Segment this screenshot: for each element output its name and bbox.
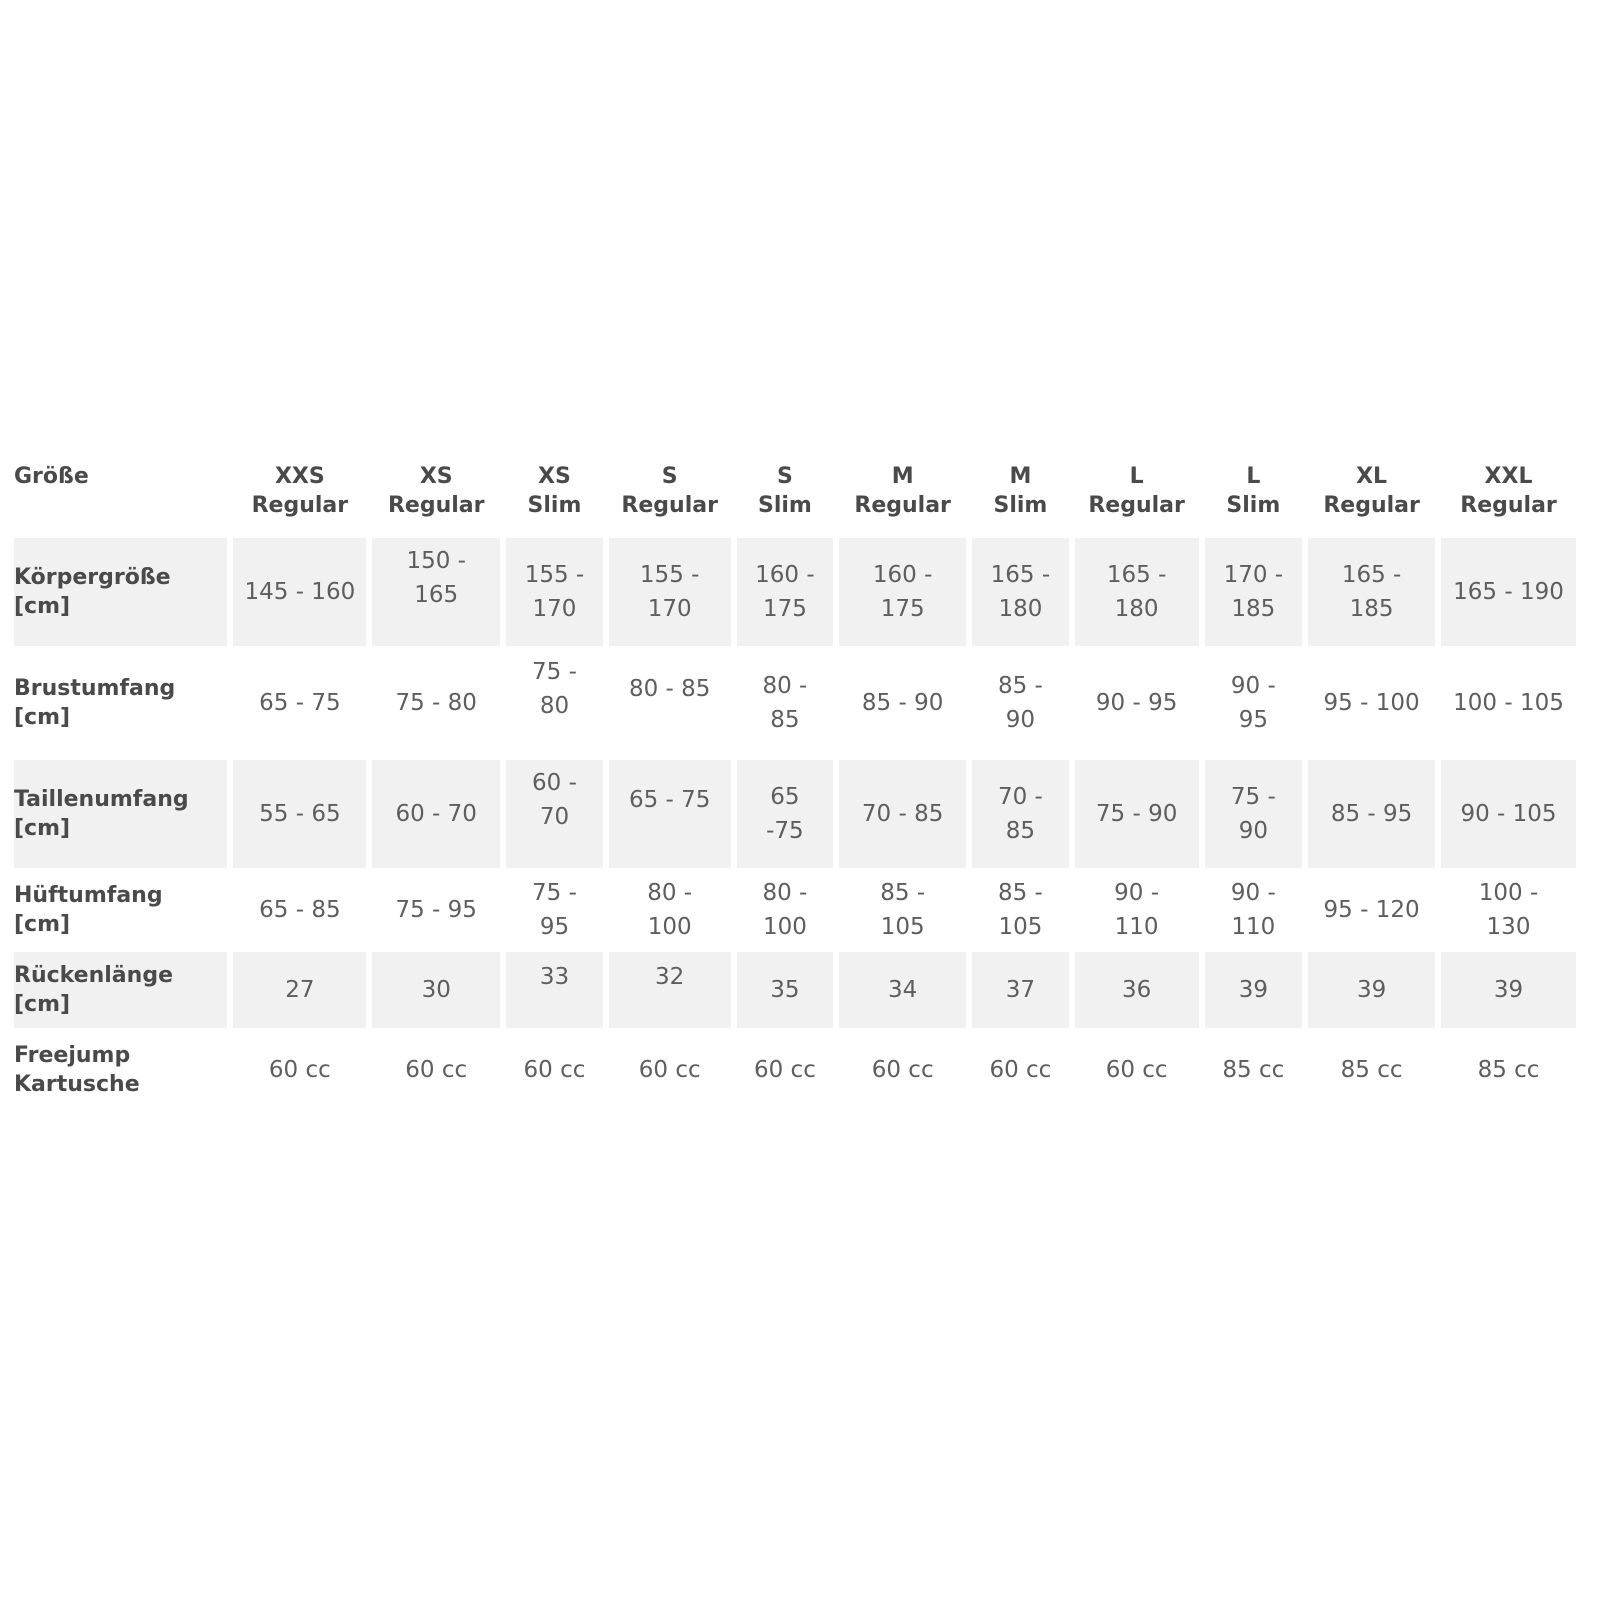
table-cell: 85 - 105 <box>997 880 1043 940</box>
column-fit: Slim <box>527 493 582 518</box>
table-cell: 165 - 180 <box>1075 538 1199 646</box>
table-cell: 155 - 170 <box>609 538 731 646</box>
column-header <box>372 462 500 538</box>
column-size: S <box>661 464 678 489</box>
table-cell: 60 cc <box>268 1057 331 1083</box>
table-cell: 100 - 105 <box>1453 690 1564 716</box>
table-cell: 100 - 130 <box>1478 880 1539 940</box>
table-cell: 90 - 105 <box>1441 760 1576 868</box>
column-header <box>1308 462 1435 538</box>
table-cell: 70 - 85 <box>839 760 966 868</box>
table-cell: 33 <box>506 952 603 1028</box>
table-cell: 150 - 165 <box>372 538 500 646</box>
table-cell: 60 cc <box>1105 1057 1168 1083</box>
table-cell: 60 cc <box>638 1057 701 1083</box>
table-cell: 60 - 70 <box>372 760 500 868</box>
column-size: XXS <box>274 464 325 489</box>
table-cell: 37 <box>972 952 1069 1028</box>
row-label: Körpergröße [cm] <box>14 538 227 646</box>
table-cell: 60 cc <box>753 1057 816 1083</box>
column-size: XL <box>1356 464 1388 489</box>
table-cell: 90 - 110 <box>1114 880 1160 940</box>
size-chart-table <box>8 462 1582 1112</box>
column-header <box>737 462 834 538</box>
table-cell: 85 cc <box>1477 1057 1540 1083</box>
table-cell: 65 - 75 <box>609 760 731 868</box>
table-cell: 65 - 75 <box>259 690 341 716</box>
column-size: XS <box>538 464 571 489</box>
table-cell: 75 - 95 <box>395 897 477 923</box>
table-cell: 85 - 90 <box>997 673 1043 733</box>
table-cell: 165 - 180 <box>972 538 1069 646</box>
table-cell: 36 <box>1075 952 1199 1028</box>
row-label: Hüftumfang [cm] <box>14 883 163 937</box>
table-cell: 160 - 175 <box>839 538 966 646</box>
table-cell: 170 - 185 <box>1205 538 1303 646</box>
column-size: L <box>1129 464 1144 489</box>
column-header <box>233 462 366 538</box>
table-row <box>14 1028 1576 1112</box>
column-size: M <box>891 464 914 489</box>
table-cell: 75 - 90 <box>1075 760 1199 868</box>
table-cell: 85 - 90 <box>861 690 944 716</box>
column-size: S <box>776 464 793 489</box>
column-fit: Regular <box>1088 493 1185 518</box>
table-row <box>14 538 1576 646</box>
table-cell: 34 <box>839 952 966 1028</box>
table-cell: 75 - 90 <box>1205 760 1303 868</box>
table-cell: 145 - 160 <box>233 538 366 646</box>
table-row <box>14 646 1576 760</box>
table-row <box>14 868 1576 952</box>
table-cell: 30 <box>372 952 500 1028</box>
table-cell: 39 <box>1205 952 1303 1028</box>
table-cell: 165 - 185 <box>1308 538 1435 646</box>
table-cell: 85 cc <box>1340 1057 1403 1083</box>
column-fit: Regular <box>854 493 951 518</box>
table-cell: 60 cc <box>871 1057 934 1083</box>
table-cell: 155 - 170 <box>506 538 603 646</box>
table-cell: 32 <box>609 952 731 1028</box>
table-cell: 60 cc <box>989 1057 1052 1083</box>
table-cell: 75 - 80 <box>532 659 577 719</box>
table-cell: 165 - 190 <box>1441 538 1576 646</box>
table-cell: 95 - 120 <box>1323 897 1420 923</box>
header-row <box>14 462 1576 538</box>
table-cell: 75 - 80 <box>395 690 477 716</box>
table-cell: 160 - 175 <box>737 538 834 646</box>
table-cell: 90 - 95 <box>1095 690 1178 716</box>
column-size: M <box>1009 464 1032 489</box>
table-cell: 80 - 100 <box>762 880 808 940</box>
column-size: L <box>1246 464 1261 489</box>
table-cell: 90 - 110 <box>1230 880 1276 940</box>
table-cell: 65 - 85 <box>259 897 341 923</box>
table-cell: 70 - 85 <box>972 760 1069 868</box>
table-row <box>14 760 1576 868</box>
table-cell: 35 <box>737 952 834 1028</box>
table-cell: 27 <box>233 952 366 1028</box>
column-fit: Regular <box>251 493 349 518</box>
table-cell: 95 - 100 <box>1323 690 1420 716</box>
row-label: Taillenumfang [cm] <box>14 760 227 868</box>
column-header <box>972 462 1069 538</box>
table-cell: 85 - 105 <box>880 880 926 940</box>
row-label: Freejump Kartusche <box>14 1043 140 1097</box>
column-header <box>1075 462 1199 538</box>
column-header <box>1441 462 1576 538</box>
column-header <box>1205 462 1303 538</box>
table-cell: 90 - 95 <box>1230 673 1276 733</box>
column-fit: Regular <box>1460 493 1557 518</box>
column-fit: Slim <box>757 493 812 518</box>
column-fit: Slim <box>1226 493 1281 518</box>
table-row <box>14 952 1576 1028</box>
column-fit: Regular <box>621 493 718 518</box>
column-fit: Regular <box>387 493 485 518</box>
table-cell: 39 <box>1441 952 1576 1028</box>
column-header <box>506 462 603 538</box>
table-cell: 80 - 85 <box>628 676 711 702</box>
row-label: Rückenlänge [cm] <box>14 952 227 1028</box>
table-cell: 75 - 95 <box>532 880 577 940</box>
column-header <box>609 462 731 538</box>
table-cell: 80 - 100 <box>647 880 693 940</box>
table-cell: 85 cc <box>1222 1057 1285 1083</box>
size-header-label: Größe <box>14 464 89 489</box>
table-cell: 60 cc <box>405 1057 468 1083</box>
table-cell: 65 -75 <box>737 760 834 868</box>
column-header <box>839 462 966 538</box>
column-size: XS <box>419 464 453 489</box>
table-cell: 60 cc <box>523 1057 586 1083</box>
table-cell: 60 - 70 <box>506 760 603 868</box>
table-cell: 80 - 85 <box>762 673 808 733</box>
column-fit: Regular <box>1323 493 1420 518</box>
table-cell: 85 - 95 <box>1308 760 1435 868</box>
table-cell: 55 - 65 <box>233 760 366 868</box>
table-cell: 39 <box>1308 952 1435 1028</box>
column-fit: Slim <box>993 493 1048 518</box>
row-label: Brustumfang [cm] <box>14 676 176 730</box>
column-size: XXL <box>1484 464 1533 489</box>
